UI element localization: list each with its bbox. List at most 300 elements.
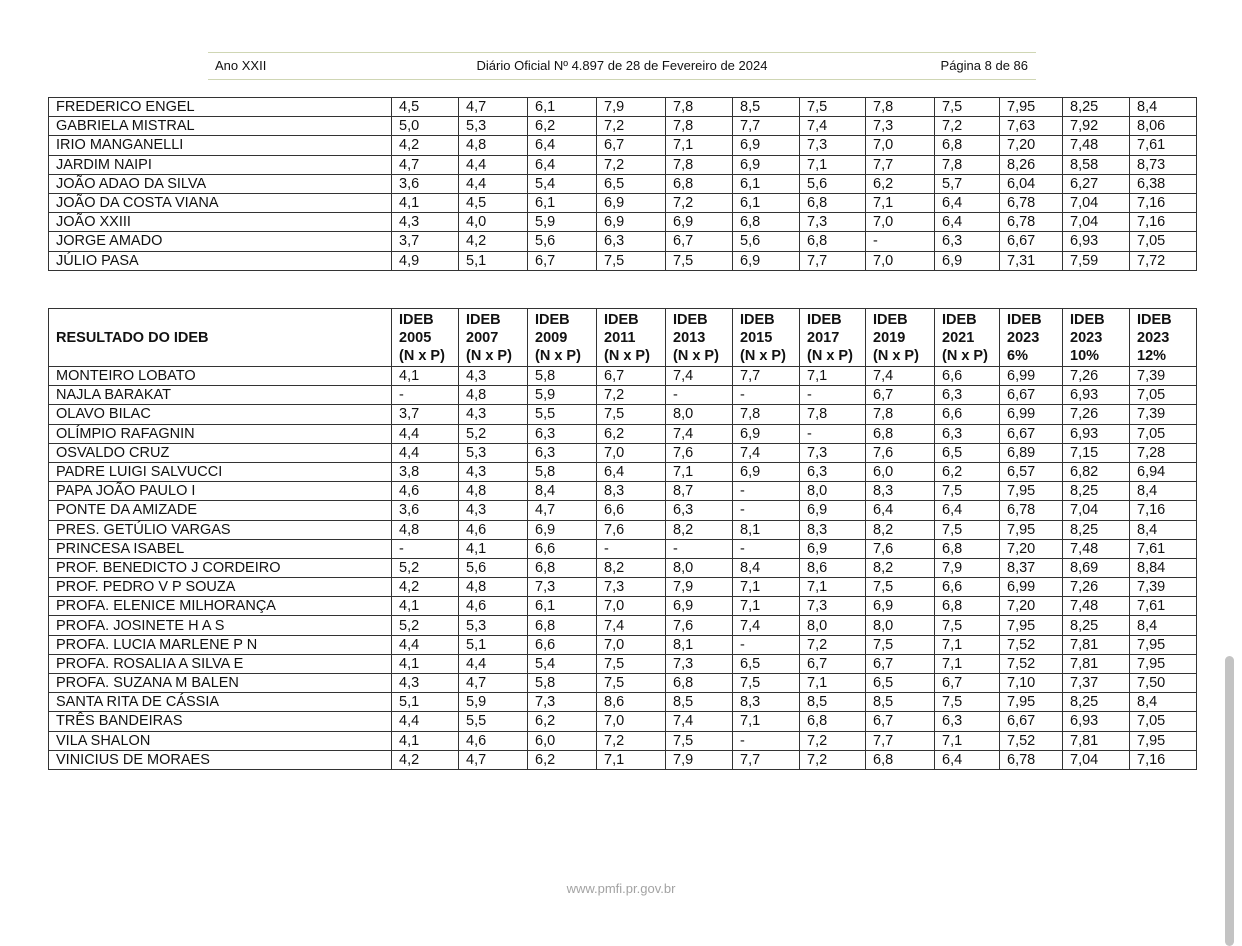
- column-header-line: (N x P): [399, 348, 445, 364]
- ideb-value-cell: 6,3: [666, 501, 733, 520]
- column-header-line: IDEB: [1007, 312, 1042, 328]
- ideb-value-cell: 7,0: [866, 136, 935, 155]
- ideb-value-cell: 5,3: [459, 117, 528, 136]
- ideb-value-cell: 7,9: [935, 558, 1000, 577]
- ideb-value-cell: 8,06: [1130, 117, 1197, 136]
- ideb-value-cell: 8,2: [597, 558, 666, 577]
- column-header-line: 2019: [873, 330, 906, 346]
- column-header-line: (N x P): [740, 348, 786, 364]
- ideb-value-cell: 6,6: [935, 578, 1000, 597]
- school-name-cell: OSVALDO CRUZ: [49, 443, 392, 462]
- ideb-value-cell: 4,1: [392, 731, 459, 750]
- ideb-value-cell: 7,1: [935, 731, 1000, 750]
- ideb-value-cell: 6,82: [1063, 462, 1130, 481]
- ideb-value-cell: 7,48: [1063, 597, 1130, 616]
- ideb-value-cell: 6,93: [1063, 424, 1130, 443]
- ideb-value-cell: 7,81: [1063, 731, 1130, 750]
- ideb-value-cell: 7,20: [1000, 597, 1063, 616]
- ideb-value-cell: 7,04: [1063, 750, 1130, 769]
- ideb-value-cell: 7,39: [1130, 367, 1197, 386]
- ideb-value-cell: 6,78: [1000, 501, 1063, 520]
- ideb-value-cell: 6,8: [800, 193, 866, 212]
- ideb-value-cell: 5,8: [528, 462, 597, 481]
- ideb-value-cell: 7,1: [597, 750, 666, 769]
- ideb-value-cell: 6,8: [935, 597, 1000, 616]
- ideb-value-cell: 7,8: [866, 98, 935, 117]
- ideb-value-cell: 7,7: [733, 750, 800, 769]
- ideb-value-cell: 6,8: [528, 616, 597, 635]
- ideb-value-cell: 8,2: [666, 520, 733, 539]
- ideb-value-cell: -: [800, 424, 866, 443]
- ideb-value-cell: 6,04: [1000, 174, 1063, 193]
- column-header-line: IDEB: [1070, 312, 1105, 328]
- ideb-value-cell: 7,52: [1000, 731, 1063, 750]
- column-header-line: 2009: [535, 330, 568, 346]
- ideb-value-cell: 8,25: [1063, 520, 1130, 539]
- column-header-line: 2007: [466, 330, 499, 346]
- ideb-value-cell: 7,2: [800, 750, 866, 769]
- ideb-value-cell: 7,5: [866, 635, 935, 654]
- ideb-value-cell: 6,8: [866, 750, 935, 769]
- column-header: [597, 309, 666, 367]
- table-row: [49, 443, 1197, 462]
- school-name-cell: PROFA. LUCIA MARLENE P N: [49, 635, 392, 654]
- ideb-value-cell: 8,0: [800, 616, 866, 635]
- ideb-value-cell: 7,8: [800, 405, 866, 424]
- ideb-value-cell: 5,3: [459, 443, 528, 462]
- ideb-value-cell: 4,3: [459, 462, 528, 481]
- ideb-value-cell: 6,6: [935, 367, 1000, 386]
- ideb-value-cell: 7,0: [597, 597, 666, 616]
- ideb-value-cell: 4,4: [392, 443, 459, 462]
- ideb-value-cell: 4,7: [459, 674, 528, 693]
- ideb-value-cell: 6,9: [666, 597, 733, 616]
- ideb-value-cell: 7,48: [1063, 136, 1130, 155]
- ideb-value-cell: 4,4: [459, 654, 528, 673]
- ideb-value-cell: 6,93: [1063, 232, 1130, 251]
- ideb-value-cell: 4,6: [459, 520, 528, 539]
- table-row: [49, 539, 1197, 558]
- ideb-value-cell: 7,95: [1000, 520, 1063, 539]
- ideb-value-cell: 8,1: [666, 635, 733, 654]
- column-header: [935, 309, 1000, 367]
- ideb-value-cell: 8,2: [866, 520, 935, 539]
- ideb-value-cell: 4,7: [459, 98, 528, 117]
- ideb-value-cell: 6,2: [866, 174, 935, 193]
- ideb-value-cell: 7,16: [1130, 193, 1197, 212]
- table-row: [49, 155, 1197, 174]
- ideb-value-cell: 4,4: [392, 712, 459, 731]
- ideb-value-cell: 7,04: [1063, 501, 1130, 520]
- ideb-value-cell: 8,5: [733, 98, 800, 117]
- school-name-cell: PONTE DA AMIZADE: [49, 501, 392, 520]
- ideb-value-cell: 7,0: [866, 213, 935, 232]
- table-row: [49, 424, 1197, 443]
- school-name-cell: IRIO MANGANELLI: [49, 136, 392, 155]
- ideb-value-cell: 6,2: [528, 712, 597, 731]
- ideb-value-cell: 7,52: [1000, 635, 1063, 654]
- ideb-value-cell: 7,92: [1063, 117, 1130, 136]
- ideb-value-cell: 8,3: [866, 482, 935, 501]
- footer-url[interactable]: www.pmfi.pr.gov.br: [566, 881, 676, 896]
- ideb-value-cell: 7,81: [1063, 654, 1130, 673]
- table-row: [49, 462, 1197, 481]
- ideb-value-cell: 4,2: [392, 578, 459, 597]
- ideb-value-cell: 6,5: [597, 174, 666, 193]
- ideb-table-continued: [48, 97, 1197, 271]
- school-name-cell: PADRE LUIGI SALVUCCI: [49, 462, 392, 481]
- column-header-line: 6%: [1007, 348, 1028, 364]
- ideb-value-cell: 4,2: [392, 136, 459, 155]
- ideb-value-cell: 8,0: [666, 405, 733, 424]
- ideb-value-cell: 3,6: [392, 501, 459, 520]
- school-name-cell: JOÃO DA COSTA VIANA: [49, 193, 392, 212]
- ideb-value-cell: 7,5: [597, 654, 666, 673]
- school-name-cell: OLAVO BILAC: [49, 405, 392, 424]
- school-name-cell: VINICIUS DE MORAES: [49, 750, 392, 769]
- ideb-value-cell: -: [866, 232, 935, 251]
- school-name-cell: SANTA RITA DE CÁSSIA: [49, 693, 392, 712]
- ideb-value-cell: 7,1: [866, 193, 935, 212]
- ideb-value-cell: 7,7: [733, 367, 800, 386]
- column-header-line: IDEB: [740, 312, 775, 328]
- ideb-value-cell: 4,6: [459, 597, 528, 616]
- ideb-value-cell: 7,2: [597, 117, 666, 136]
- table-row: [49, 520, 1197, 539]
- ideb-value-cell: 8,0: [866, 616, 935, 635]
- school-name-cell: PROF. PEDRO V P SOUZA: [49, 578, 392, 597]
- ideb-value-cell: 7,0: [597, 443, 666, 462]
- ideb-value-cell: 6,7: [666, 232, 733, 251]
- ideb-value-cell: 5,1: [459, 251, 528, 270]
- ideb-value-cell: 6,2: [935, 462, 1000, 481]
- ideb-value-cell: 7,10: [1000, 674, 1063, 693]
- ideb-value-cell: 5,2: [459, 424, 528, 443]
- ideb-value-cell: 8,25: [1063, 98, 1130, 117]
- ideb-value-cell: -: [392, 539, 459, 558]
- table-row: [49, 731, 1197, 750]
- ideb-value-cell: 7,0: [866, 251, 935, 270]
- ideb-value-cell: 7,5: [935, 482, 1000, 501]
- school-name-cell: PRES. GETÚLIO VARGAS: [49, 520, 392, 539]
- ideb-value-cell: 6,9: [733, 136, 800, 155]
- ideb-value-cell: 6,1: [528, 193, 597, 212]
- ideb-value-cell: 8,3: [733, 693, 800, 712]
- ideb-value-cell: 6,9: [666, 213, 733, 232]
- ideb-value-cell: 8,7: [666, 482, 733, 501]
- ideb-value-cell: 7,1: [800, 674, 866, 693]
- ideb-value-cell: 7,61: [1130, 597, 1197, 616]
- ideb-value-cell: 7,61: [1130, 539, 1197, 558]
- ideb-value-cell: 6,7: [866, 386, 935, 405]
- ideb-value-cell: 6,9: [733, 251, 800, 270]
- ideb-value-cell: 7,6: [866, 539, 935, 558]
- ideb-value-cell: 8,73: [1130, 155, 1197, 174]
- ideb-value-cell: -: [800, 386, 866, 405]
- ideb-value-cell: 4,1: [459, 539, 528, 558]
- ideb-value-cell: 4,3: [392, 674, 459, 693]
- ideb-value-cell: 4,1: [392, 654, 459, 673]
- ideb-value-cell: 5,1: [392, 693, 459, 712]
- ideb-value-cell: 7,61: [1130, 136, 1197, 155]
- school-name-cell: PAPA JOÃO PAULO I: [49, 482, 392, 501]
- ideb-value-cell: 6,1: [528, 98, 597, 117]
- ideb-value-cell: 7,5: [935, 693, 1000, 712]
- ideb-value-cell: 6,4: [866, 501, 935, 520]
- page-header: [208, 52, 1036, 80]
- column-header: [1000, 309, 1063, 367]
- ideb-value-cell: 7,1: [800, 578, 866, 597]
- ideb-value-cell: 5,2: [392, 616, 459, 635]
- ideb-value-cell: 6,7: [866, 654, 935, 673]
- ideb-value-cell: 7,3: [800, 213, 866, 232]
- ideb-value-cell: 7,05: [1130, 386, 1197, 405]
- ideb-value-cell: 7,1: [666, 136, 733, 155]
- column-header: [800, 309, 866, 367]
- ideb-value-cell: -: [733, 501, 800, 520]
- ideb-value-cell: 7,5: [666, 731, 733, 750]
- ideb-value-cell: 8,6: [597, 693, 666, 712]
- ideb-value-cell: 7,5: [597, 251, 666, 270]
- ideb-value-cell: 6,4: [935, 750, 1000, 769]
- ideb-value-cell: 6,7: [935, 674, 1000, 693]
- ideb-value-cell: 6,8: [528, 558, 597, 577]
- ideb-value-cell: 6,4: [935, 501, 1000, 520]
- ideb-value-cell: 7,0: [597, 712, 666, 731]
- ideb-value-cell: 7,72: [1130, 251, 1197, 270]
- ideb-value-cell: 3,7: [392, 232, 459, 251]
- ideb-value-cell: 6,38: [1130, 174, 1197, 193]
- ideb-value-cell: 7,6: [666, 443, 733, 462]
- ideb-value-cell: 7,3: [528, 693, 597, 712]
- table-header-row: [49, 309, 1197, 367]
- ideb-value-cell: 7,52: [1000, 654, 1063, 673]
- school-name-cell: JOÃO ADAO DA SILVA: [49, 174, 392, 193]
- ideb-value-cell: 7,2: [597, 155, 666, 174]
- edition-label: Ano XXII: [215, 58, 267, 73]
- ideb-value-cell: 6,7: [597, 367, 666, 386]
- ideb-value-cell: 6,9: [733, 155, 800, 174]
- ideb-value-cell: 7,04: [1063, 193, 1130, 212]
- gazette-title: Diário Oficial Nº 4.897 de 28 de Fevereiro de 2024: [476, 58, 768, 73]
- ideb-value-cell: 6,67: [1000, 712, 1063, 731]
- ideb-value-cell: 3,8: [392, 462, 459, 481]
- ideb-value-cell: 7,4: [733, 443, 800, 462]
- ideb-value-cell: 7,5: [597, 674, 666, 693]
- ideb-value-cell: 8,58: [1063, 155, 1130, 174]
- ideb-value-cell: 6,27: [1063, 174, 1130, 193]
- school-name-cell: JORGE AMADO: [49, 232, 392, 251]
- ideb-value-cell: 4,8: [459, 386, 528, 405]
- column-header-line: 2005: [399, 330, 432, 346]
- ideb-value-cell: 4,4: [392, 424, 459, 443]
- ideb-value-cell: -: [666, 386, 733, 405]
- ideb-value-cell: 5,1: [459, 635, 528, 654]
- school-name-cell: MONTEIRO LOBATO: [49, 367, 392, 386]
- column-header-line: 12%: [1137, 348, 1167, 364]
- ideb-value-cell: -: [666, 539, 733, 558]
- ideb-value-cell: 6,6: [528, 539, 597, 558]
- ideb-value-cell: 4,9: [392, 251, 459, 270]
- ideb-value-cell: 8,37: [1000, 558, 1063, 577]
- ideb-value-cell: 6,2: [528, 750, 597, 769]
- ideb-value-cell: 7,5: [666, 251, 733, 270]
- column-header: [866, 309, 935, 367]
- column-header-line: (N x P): [673, 348, 719, 364]
- ideb-value-cell: 8,5: [800, 693, 866, 712]
- ideb-value-cell: 7,95: [1130, 654, 1197, 673]
- column-header-line: 2013: [673, 330, 706, 346]
- ideb-value-cell: 5,6: [800, 174, 866, 193]
- ideb-value-cell: 7,1: [935, 635, 1000, 654]
- column-header-line: (N x P): [604, 348, 650, 364]
- ideb-value-cell: 7,50: [1130, 674, 1197, 693]
- ideb-value-cell: 6,3: [935, 232, 1000, 251]
- ideb-value-cell: 6,3: [528, 443, 597, 462]
- ideb-value-cell: 8,5: [666, 693, 733, 712]
- ideb-value-cell: 4,6: [459, 731, 528, 750]
- ideb-value-cell: 7,4: [733, 616, 800, 635]
- column-header: [459, 309, 528, 367]
- ideb-value-cell: 7,95: [1130, 635, 1197, 654]
- ideb-value-cell: 6,9: [800, 501, 866, 520]
- column-header-line: IDEB: [1137, 312, 1172, 328]
- ideb-value-cell: 6,8: [800, 712, 866, 731]
- ideb-value-cell: 4,1: [392, 597, 459, 616]
- ideb-value-cell: 4,4: [392, 635, 459, 654]
- column-header-line: 2017: [807, 330, 840, 346]
- ideb-value-cell: 5,0: [392, 117, 459, 136]
- column-header-line: (N x P): [807, 348, 853, 364]
- ideb-value-cell: 8,25: [1063, 616, 1130, 635]
- ideb-value-cell: 6,9: [866, 597, 935, 616]
- table-row: [49, 654, 1197, 673]
- table-row: [49, 635, 1197, 654]
- ideb-value-cell: 4,0: [459, 213, 528, 232]
- column-header: [528, 309, 597, 367]
- table-row: [49, 98, 1197, 117]
- ideb-value-cell: 5,8: [528, 367, 597, 386]
- ideb-value-cell: 4,3: [459, 405, 528, 424]
- ideb-value-cell: 8,69: [1063, 558, 1130, 577]
- ideb-value-cell: 6,78: [1000, 750, 1063, 769]
- table-row: [49, 674, 1197, 693]
- ideb-value-cell: 6,9: [800, 539, 866, 558]
- ideb-value-cell: 7,05: [1130, 712, 1197, 731]
- ideb-value-cell: 6,67: [1000, 232, 1063, 251]
- ideb-value-cell: 6,7: [528, 251, 597, 270]
- ideb-value-cell: 7,8: [866, 405, 935, 424]
- page-number: Página 8 de 86: [940, 58, 1028, 73]
- ideb-value-cell: 7,3: [800, 597, 866, 616]
- ideb-value-cell: 6,5: [866, 674, 935, 693]
- ideb-value-cell: 8,0: [800, 482, 866, 501]
- column-header-line: (N x P): [942, 348, 988, 364]
- ideb-value-cell: 6,3: [800, 462, 866, 481]
- column-header: [1063, 309, 1130, 367]
- column-header: [733, 309, 800, 367]
- school-name-cell: FREDERICO ENGEL: [49, 98, 392, 117]
- column-header-line: IDEB: [673, 312, 708, 328]
- ideb-value-cell: 7,37: [1063, 674, 1130, 693]
- ideb-value-cell: 4,7: [392, 155, 459, 174]
- ideb-value-cell: 7,1: [800, 155, 866, 174]
- ideb-value-cell: 6,8: [666, 174, 733, 193]
- ideb-value-cell: -: [392, 386, 459, 405]
- school-name-cell: NAJLA BARAKAT: [49, 386, 392, 405]
- ideb-value-cell: 6,4: [528, 136, 597, 155]
- ideb-value-cell: 6,8: [733, 213, 800, 232]
- ideb-value-cell: 6,99: [1000, 405, 1063, 424]
- ideb-value-cell: 7,4: [866, 367, 935, 386]
- school-name-cell: PROFA. ROSALIA A SILVA E: [49, 654, 392, 673]
- ideb-value-cell: 6,78: [1000, 193, 1063, 212]
- ideb-value-cell: 8,3: [800, 520, 866, 539]
- ideb-value-cell: 7,95: [1000, 616, 1063, 635]
- school-name-cell: JARDIM NAIPI: [49, 155, 392, 174]
- column-header: [1130, 309, 1197, 367]
- ideb-value-cell: 7,63: [1000, 117, 1063, 136]
- ideb-value-cell: 8,26: [1000, 155, 1063, 174]
- ideb-value-cell: 4,6: [392, 482, 459, 501]
- ideb-value-cell: 6,57: [1000, 462, 1063, 481]
- ideb-value-cell: 5,5: [459, 712, 528, 731]
- column-header-line: IDEB: [873, 312, 908, 328]
- ideb-value-cell: 7,9: [666, 750, 733, 769]
- ideb-value-cell: 7,95: [1000, 482, 1063, 501]
- ideb-value-cell: 4,1: [392, 193, 459, 212]
- ideb-value-cell: 4,5: [459, 193, 528, 212]
- scrollbar[interactable]: [1225, 656, 1234, 946]
- column-header-line: IDEB: [604, 312, 639, 328]
- ideb-value-cell: 5,6: [459, 558, 528, 577]
- ideb-value-cell: 6,8: [935, 539, 1000, 558]
- table-row: [49, 117, 1197, 136]
- column-header-line: IDEB: [466, 312, 501, 328]
- ideb-value-cell: 7,2: [666, 193, 733, 212]
- ideb-value-cell: 7,1: [733, 712, 800, 731]
- ideb-value-cell: 6,89: [1000, 443, 1063, 462]
- ideb-value-cell: -: [733, 635, 800, 654]
- ideb-value-cell: 7,2: [597, 386, 666, 405]
- ideb-value-cell: 6,4: [935, 213, 1000, 232]
- school-name-cell: PROFA. ELENICE MILHORANÇA: [49, 597, 392, 616]
- ideb-value-cell: 7,26: [1063, 578, 1130, 597]
- ideb-value-cell: 7,1: [935, 654, 1000, 673]
- school-name-cell: PROF. BENEDICTO J CORDEIRO: [49, 558, 392, 577]
- ideb-value-cell: 7,3: [800, 136, 866, 155]
- ideb-value-cell: 6,3: [935, 386, 1000, 405]
- table-row: [49, 193, 1197, 212]
- ideb-value-cell: 4,2: [459, 232, 528, 251]
- school-name-cell: TRÊS BANDEIRAS: [49, 712, 392, 731]
- ideb-value-cell: 7,39: [1130, 405, 1197, 424]
- ideb-value-cell: 7,8: [666, 117, 733, 136]
- ideb-value-cell: 7,39: [1130, 578, 1197, 597]
- ideb-value-cell: 7,8: [666, 155, 733, 174]
- ideb-value-cell: 7,1: [733, 597, 800, 616]
- column-header-line: IDEB: [535, 312, 570, 328]
- ideb-value-cell: 8,4: [1130, 520, 1197, 539]
- ideb-value-cell: 4,2: [392, 750, 459, 769]
- column-header-line: 2021: [942, 330, 975, 346]
- ideb-results-table: [48, 308, 1197, 770]
- table-row: [49, 482, 1197, 501]
- school-name-cell: JOÃO XXIII: [49, 213, 392, 232]
- ideb-value-cell: 7,9: [666, 578, 733, 597]
- table-row: [49, 693, 1197, 712]
- column-header-line: (N x P): [873, 348, 919, 364]
